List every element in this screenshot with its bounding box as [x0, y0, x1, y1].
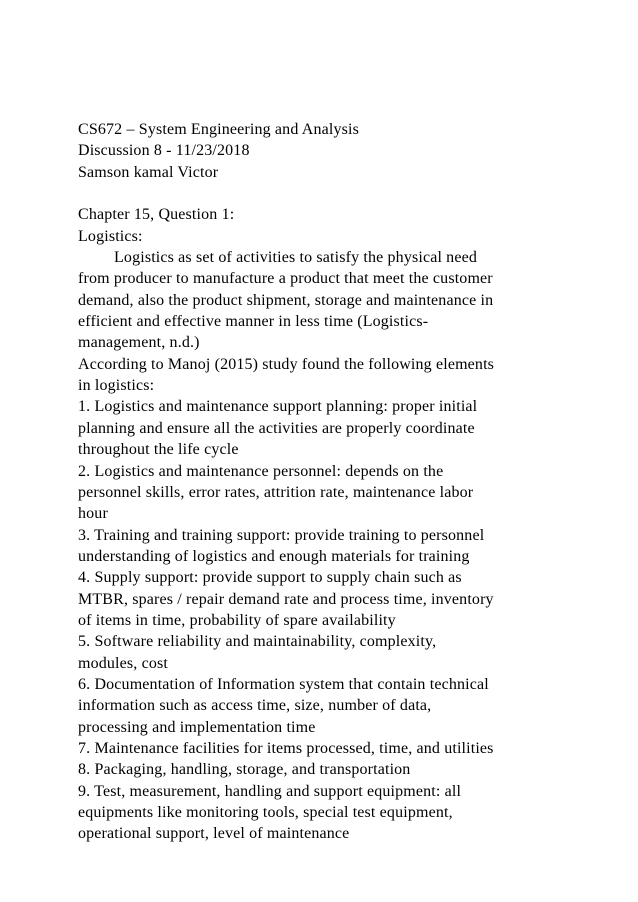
course-title: CS672 – System Engineering and Analysis	[78, 121, 359, 138]
list-item-line: understanding of logistics and enough materials for training	[78, 547, 470, 565]
list-item-line: of items in time, probability of spare availability	[78, 611, 396, 629]
paragraph-line: in logistics:	[78, 377, 155, 395]
list-item-line: processing and implementation time	[78, 718, 316, 736]
list-item-line: hour	[78, 505, 108, 523]
list-item-line: 4. Supply support: provide support to supply chain such as	[78, 569, 462, 587]
topic-heading: Logistics:	[78, 227, 143, 245]
list-item-line: personnel skills, error rates, attrition rate, maintenance labor	[78, 483, 474, 501]
list-item-line: 7. Maintenance facilities for items processed, time, and utilities	[78, 739, 494, 757]
paragraph-line: According to Manoj (2015) study found the following elements	[78, 355, 495, 373]
question-heading: Chapter 15, Question 1:	[78, 206, 235, 224]
paragraph-line: Logistics as set of activities to satisfy the physical need	[114, 249, 477, 267]
list-item-line: 1. Logistics and maintenance support planning: proper initial	[78, 398, 478, 416]
paragraph-line: demand, also the product shipment, storage and maintenance in	[78, 291, 494, 309]
author-name: Samson kamal Victor	[78, 163, 219, 181]
list-item-line: 9. Test, measurement, handling and support equipment: all	[78, 782, 462, 800]
list-item-line: equipments like monitoring tools, special test equipment,	[78, 804, 453, 821]
list-item-line: operational support, level of maintenance	[78, 825, 350, 843]
document-text	[78, 119, 618, 845]
paragraph-line: efficient and effective manner in less time (Logistics-	[78, 313, 429, 331]
list-item-line: 8. Packaging, handling, storage, and transportation	[78, 761, 411, 779]
paragraph-line: management, n.d.)	[78, 334, 200, 352]
list-item-line: 6. Documentation of Information system that contain technical	[78, 675, 489, 693]
paragraph-line: from producer to manufacture a product that meet the customer	[78, 270, 493, 288]
list-item-line: modules, cost	[78, 654, 168, 672]
discussion-line: Discussion 8 - 11/23/2018	[78, 142, 250, 160]
list-item-line: MTBR, spares / repair demand rate and process time, inventory	[78, 590, 494, 608]
list-item-line: 3. Training and training support: provide training to personnel	[78, 526, 485, 544]
list-item-line: 5. Software reliability and maintainability, complexity,	[78, 633, 437, 651]
list-item-line: planning and ensure all the activities are properly coordinate	[78, 419, 475, 437]
list-item-line: throughout the life cycle	[78, 441, 239, 459]
list-item-line: 2. Logistics and maintenance personnel: depends on the	[78, 462, 444, 480]
list-item-line: information such as access time, size, number of data,	[78, 697, 432, 715]
blank-line	[78, 183, 618, 204]
